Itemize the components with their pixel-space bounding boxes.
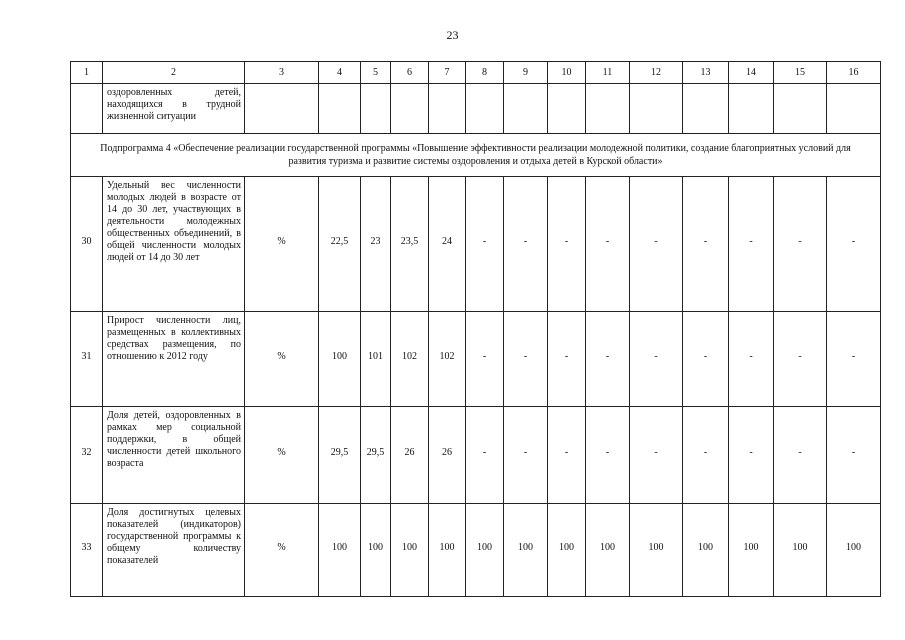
value-cell: 100 [319, 504, 361, 597]
unit-cell: % [245, 504, 319, 597]
value-cell [504, 84, 548, 134]
value-cell: - [466, 177, 504, 312]
row-number-cell: 31 [71, 312, 103, 407]
value-cell: 100 [729, 504, 774, 597]
row-number-cell: 30 [71, 177, 103, 312]
value-cell: - [466, 407, 504, 504]
value-cell: - [683, 407, 729, 504]
value-cell [429, 84, 466, 134]
value-cell: 101 [361, 312, 391, 407]
header-cell: 12 [630, 62, 683, 84]
indicator-description: Доля детей, оздоровленных в рамках мер социальной поддержки, в общей численности детей школьного возраста [103, 407, 245, 504]
value-cell [774, 84, 827, 134]
value-cell: 23 [361, 177, 391, 312]
value-cell: 29,5 [361, 407, 391, 504]
header-cell: 8 [466, 62, 504, 84]
header-cell: 10 [548, 62, 586, 84]
value-cell: 29,5 [319, 407, 361, 504]
header-cell: 5 [361, 62, 391, 84]
value-cell: 22,5 [319, 177, 361, 312]
table-row [71, 177, 881, 312]
value-cell: 100 [504, 504, 548, 597]
header-cell: 6 [391, 62, 429, 84]
value-cell: 23,5 [391, 177, 429, 312]
value-cell: - [586, 312, 630, 407]
indicators-table [70, 61, 881, 597]
value-cell: - [729, 312, 774, 407]
row-number-cell: 32 [71, 407, 103, 504]
value-cell: - [683, 312, 729, 407]
indicator-description: оздоровленных детей, находящихся в трудной жизненной ситуации [103, 84, 245, 134]
value-cell [466, 84, 504, 134]
value-cell: - [729, 407, 774, 504]
value-cell: 100 [361, 504, 391, 597]
continuation-row [71, 84, 881, 134]
value-cell: - [504, 407, 548, 504]
value-cell: - [827, 407, 881, 504]
value-cell: 26 [391, 407, 429, 504]
value-cell: - [466, 312, 504, 407]
header-cell: 14 [729, 62, 774, 84]
value-cell: - [548, 407, 586, 504]
value-cell: - [548, 177, 586, 312]
header-cell: 3 [245, 62, 319, 84]
value-cell: - [683, 177, 729, 312]
unit-cell [245, 84, 319, 134]
row-number-cell [71, 84, 103, 134]
header-cell: 15 [774, 62, 827, 84]
value-cell: - [586, 177, 630, 312]
value-cell [630, 84, 683, 134]
value-cell: - [504, 312, 548, 407]
header-cell: 13 [683, 62, 729, 84]
page-number: 23 [446, 28, 459, 42]
header-cell: 16 [827, 62, 881, 84]
value-cell: - [630, 312, 683, 407]
row-number-cell: 33 [71, 504, 103, 597]
value-cell [827, 84, 881, 134]
value-cell: - [586, 407, 630, 504]
value-cell: 100 [827, 504, 881, 597]
header-cell: 4 [319, 62, 361, 84]
value-cell: 100 [683, 504, 729, 597]
subprogram-title: Подпрограмма 4 «Обеспечение реализации государственной программы «Повышение эффективности реализации молодежной политики, создание благоприятных условий для развития туризма и развитие системы оздоровления и отдыха детей в Курской области» [71, 134, 881, 177]
value-cell: - [827, 177, 881, 312]
value-cell: 102 [429, 312, 466, 407]
header-cell: 2 [103, 62, 245, 84]
unit-cell: % [245, 177, 319, 312]
value-cell [391, 84, 429, 134]
value-cell [729, 84, 774, 134]
value-cell: - [548, 312, 586, 407]
value-cell: 100 [319, 312, 361, 407]
value-cell [683, 84, 729, 134]
value-cell: - [729, 177, 774, 312]
header-cell: 1 [71, 62, 103, 84]
indicator-description: Прирост численности лиц, размещенных в коллективных средствах размещения, по отношению к 2012 году [103, 312, 245, 407]
indicator-description: Доля достигнутых целевых показателей (индикаторов) государственной программы к общему количеству показателей [103, 504, 245, 597]
table-row [71, 407, 881, 504]
header-cell: 7 [429, 62, 466, 84]
value-cell: 102 [391, 312, 429, 407]
header-cell: 9 [504, 62, 548, 84]
indicator-description: Удельный вес численности молодых людей в возрасте от 14 до 30 лет, участвующих в деятельности молодежных общественных объединений, в общей численности молодых людей от 14 до 30 лет [103, 177, 245, 312]
value-cell: - [774, 177, 827, 312]
value-cell: - [827, 312, 881, 407]
value-cell: - [774, 312, 827, 407]
value-cell: 24 [429, 177, 466, 312]
value-cell: 26 [429, 407, 466, 504]
value-cell: 100 [391, 504, 429, 597]
header-row [71, 62, 881, 84]
value-cell: 100 [630, 504, 683, 597]
unit-cell: % [245, 312, 319, 407]
value-cell: - [630, 407, 683, 504]
value-cell: - [504, 177, 548, 312]
value-cell: - [630, 177, 683, 312]
unit-cell: % [245, 407, 319, 504]
value-cell [548, 84, 586, 134]
subprogram-row [71, 134, 881, 177]
value-cell: - [774, 407, 827, 504]
value-cell: 100 [548, 504, 586, 597]
value-cell: 100 [429, 504, 466, 597]
value-cell: 100 [466, 504, 504, 597]
table-row [71, 312, 881, 407]
value-cell: 100 [586, 504, 630, 597]
value-cell [319, 84, 361, 134]
header-cell: 11 [586, 62, 630, 84]
value-cell: 100 [774, 504, 827, 597]
value-cell [586, 84, 630, 134]
value-cell [361, 84, 391, 134]
table-row [71, 504, 881, 597]
